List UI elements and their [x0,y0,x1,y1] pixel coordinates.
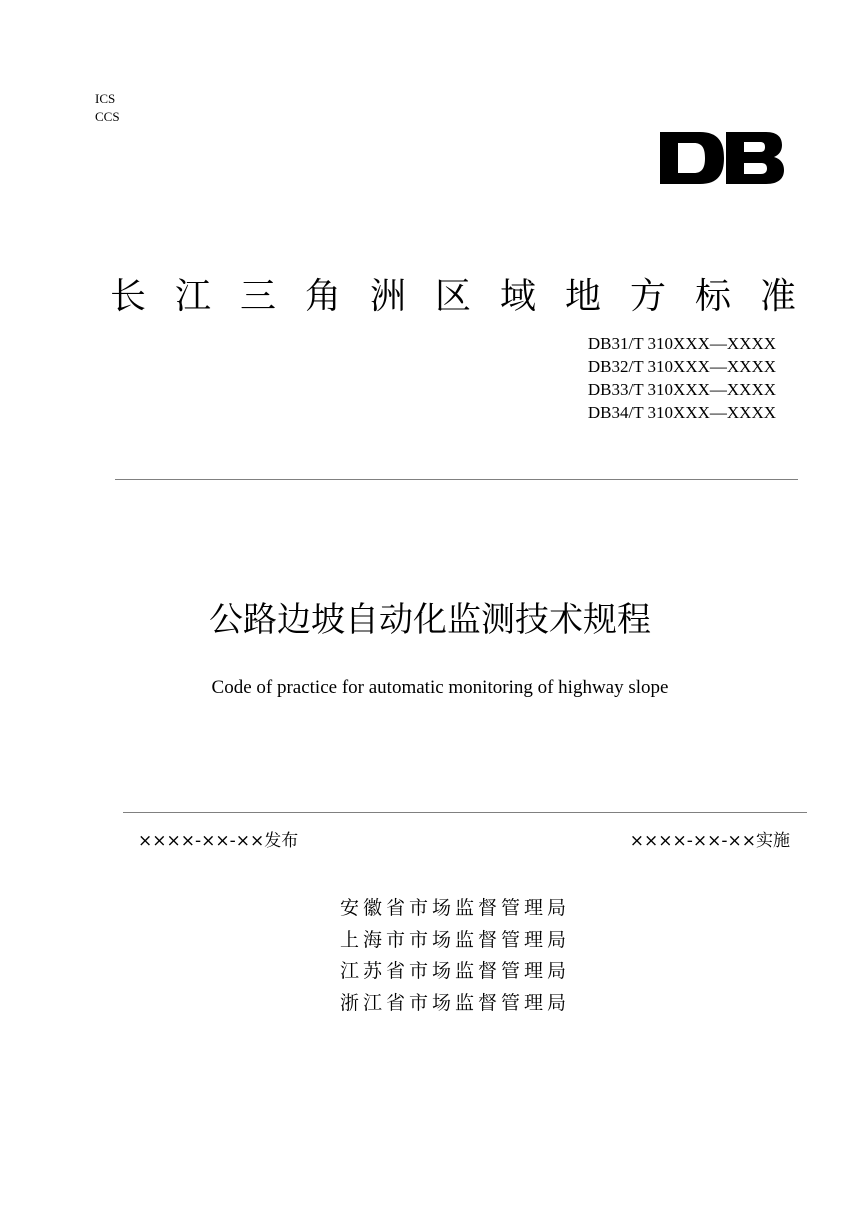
document-title-en: Code of practice for automatic monitoring of highway slope [211,677,669,698]
standard-number-db34: DB34/T 310XXX—XXXX [587,403,776,422]
standard-number-db33: DB33/T 310XXX—XXXX [587,380,776,399]
standard-numbers [588,332,776,424]
standard-number-db31: DB31/T 310XXX—XXXX [587,334,776,353]
authority-shanghai: 上海市市场监督管理局 [339,928,570,951]
implement-date: ××××-××-××实施 [629,831,790,851]
issuing-authorities [0,893,860,1019]
standard-number-db32: DB32/T 310XXX—XXXX [587,357,776,376]
db-logo-letter-d [660,132,724,184]
authority-zhejiang: 浙江省市场监督管理局 [339,991,570,1014]
ccs-label: CCS [95,109,120,124]
classification-codes [95,90,120,126]
authority-anhui: 安徽省市场监督管理局 [339,897,570,919]
publish-date: ××××-××-××发布 [138,831,299,851]
authority-jiangsu: 江苏省市场监督管理局 [339,960,570,982]
document-title-zh: 公路边坡自动化监测技术规程 [209,600,651,640]
db-logo-letter-b [726,132,784,184]
divider-top [115,479,798,480]
db-logo [660,132,784,184]
standard-category-title: 长江三角洲区域地方标准 [110,276,826,317]
divider-bottom [123,812,807,813]
ics-label: ICS [95,91,116,106]
